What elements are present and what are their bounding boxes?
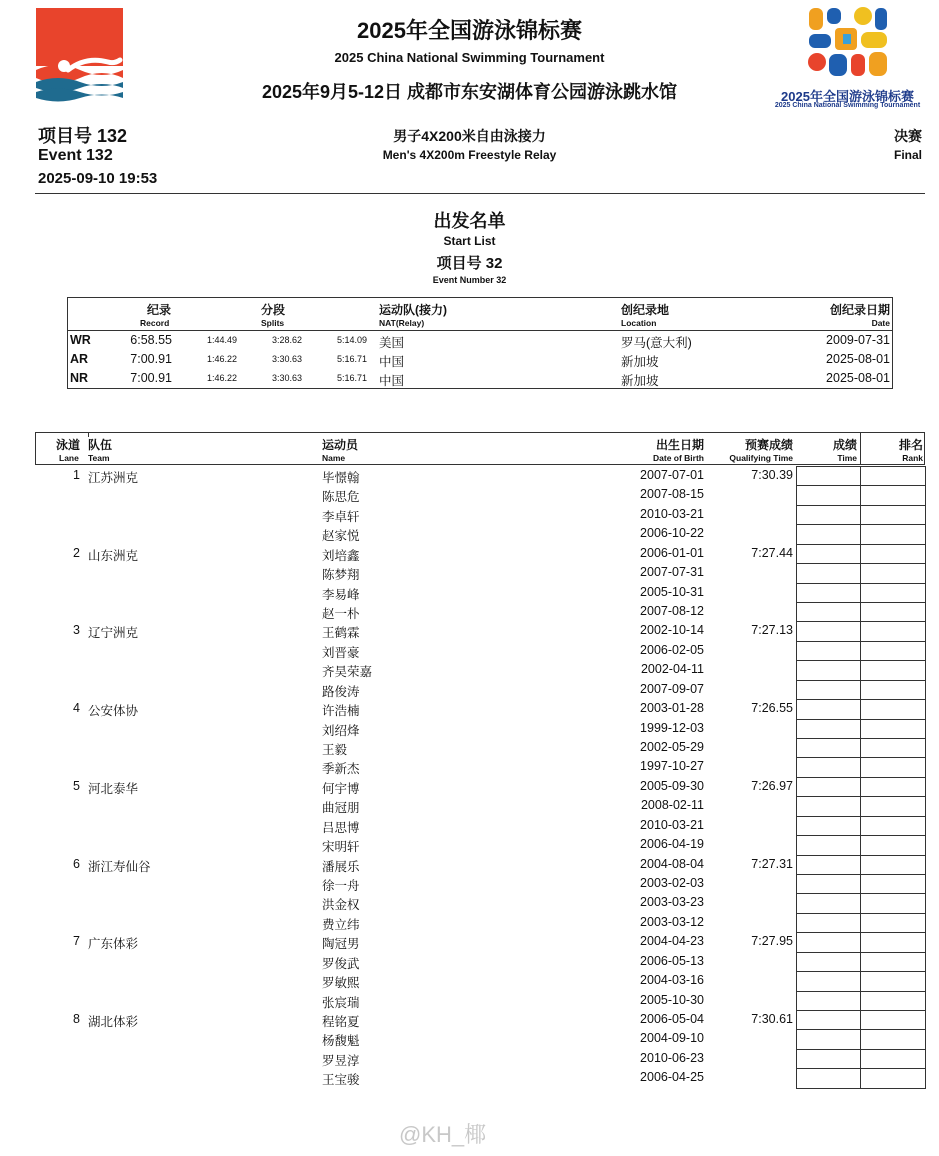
time-box (796, 1049, 861, 1069)
header-dob-en: Date of Birth (653, 453, 704, 463)
swimmer-dob: 2006-10-22 (640, 526, 704, 541)
qualifying-time: 7:30.61 (751, 1012, 793, 1027)
time-box (796, 816, 861, 836)
record-date: 2025-08-01 (826, 352, 890, 366)
lane-number: 6 (73, 856, 80, 871)
rank-box (860, 991, 926, 1011)
rank-box (860, 932, 926, 952)
rank-box (860, 505, 926, 525)
record-split-1: 1:46.22 (206, 354, 237, 364)
swimmer-dob: 2003-01-28 (640, 701, 704, 716)
rank-box (860, 719, 926, 739)
swimmer-name: 刘晋豪 (322, 645, 360, 660)
team-name: 浙江寿仙谷 (88, 859, 151, 874)
swimmer-name: 路俊涛 (322, 684, 360, 699)
rank-box (860, 699, 926, 719)
time-box (796, 719, 861, 739)
swimmer-dob: 2004-04-23 (640, 934, 704, 949)
rank-box (860, 1029, 926, 1049)
swimmer-dob: 2007-09-07 (640, 681, 704, 696)
record-split-1: 1:44.49 (206, 335, 237, 345)
swimmer-name: 李易峰 (322, 587, 360, 602)
time-box (796, 602, 861, 622)
swimmer-dob: 2003-02-03 (640, 876, 704, 891)
swimmer-name: 赵家悦 (322, 529, 360, 544)
logo-caption-en: 2025 China National Swimming Tournament (774, 102, 921, 109)
time-box (796, 757, 861, 777)
team-name: 江苏洲克 (88, 471, 139, 485)
time-box (796, 1029, 861, 1049)
time-box (796, 485, 861, 505)
record-location: 新加坡 (621, 355, 659, 369)
swimmer-dob: 2002-04-11 (640, 662, 704, 677)
qualifying-time: 7:30.39 (751, 468, 793, 482)
swimmer-name: 陈梦翔 (322, 568, 360, 583)
record-time: 7:00.91 (130, 352, 172, 366)
time-box (796, 796, 861, 816)
header-lane-en: Lane (59, 453, 79, 463)
swimmer-dob: 2008-02-11 (640, 798, 704, 813)
event-number: 项目号 132 (38, 126, 128, 146)
time-box (796, 1010, 861, 1030)
rank-box (860, 466, 926, 486)
swimmer-name: 潘展乐 (322, 859, 360, 874)
header-name: 运动员 (322, 438, 359, 452)
swimmer-name: 刘绍烽 (322, 723, 360, 738)
header-qt: 预赛成绩 (744, 438, 793, 452)
rank-box (860, 680, 926, 700)
rank-box (860, 1010, 926, 1030)
swimmer-name: 王鹤霖 (322, 626, 360, 641)
start-list-title-en: Start List (443, 234, 496, 248)
records-header-nat: 运动队(接力) (379, 303, 447, 317)
team-name: 河北泰华 (88, 781, 139, 796)
swimmer-dob: 2003-03-23 (640, 895, 704, 910)
swimmer-name: 杨馥魁 (322, 1034, 360, 1049)
swimmer-dob: 2002-05-29 (640, 740, 704, 755)
rank-box (860, 583, 926, 603)
swimmer-dob: 1999-12-03 (640, 720, 704, 735)
header-dob: 出生日期 (655, 438, 704, 452)
team-name: 湖北体彩 (88, 1015, 139, 1030)
time-box (796, 971, 861, 991)
logo-caption: 2025年全国游泳锦标赛 (781, 89, 914, 104)
swimmer-name: 王宝骏 (322, 1073, 360, 1088)
rank-box (860, 602, 926, 622)
swimmer-name: 季新杰 (322, 762, 360, 777)
swimmer-dob: 2010-06-23 (640, 1050, 704, 1065)
rank-box (860, 660, 926, 680)
lane-number: 2 (73, 545, 80, 560)
header-team: 队伍 (88, 438, 113, 452)
swimmer-name: 李卓轩 (322, 509, 360, 524)
swimmer-name: 吕思博 (322, 820, 360, 835)
record-code: NR (70, 371, 89, 385)
rank-box (860, 816, 926, 836)
header-divider (35, 193, 925, 194)
header-col-divider (860, 432, 861, 465)
record-split-2: 3:30.63 (271, 354, 302, 364)
time-box (796, 641, 861, 661)
header-qt-en: Qualifying Time (729, 453, 793, 463)
header-name-en: Name (322, 453, 346, 463)
swimmer-dob: 2003-03-12 (640, 914, 704, 929)
time-box (796, 932, 861, 952)
record-location: 新加坡 (621, 374, 659, 388)
watermark: @KH_椰 (399, 1122, 487, 1147)
record-time: 7:00.91 (130, 371, 172, 385)
swimmer-dob: 2002-10-14 (640, 623, 704, 638)
swimmer-name: 毕憬翰 (322, 471, 360, 485)
time-box (796, 466, 861, 486)
time-box (796, 777, 861, 797)
lane-number: 4 (73, 701, 80, 716)
swimmer-dob: 2004-08-04 (640, 856, 704, 871)
race-name-en: Men's 4X200m Freestyle Relay (382, 148, 557, 162)
team-name: 公安体协 (88, 704, 139, 719)
qualifying-time: 7:27.31 (751, 856, 793, 871)
rank-box (860, 1068, 926, 1088)
swimmer-dob: 2006-04-25 (640, 1070, 704, 1085)
lane-number: 8 (73, 1012, 80, 1027)
rank-box (860, 874, 926, 894)
time-box (796, 680, 861, 700)
swimmer-dob: 2007-08-12 (640, 604, 704, 618)
record-nat: 中国 (379, 355, 405, 369)
rank-box (860, 738, 926, 758)
time-box (796, 524, 861, 544)
swimmer-name: 刘培鑫 (322, 548, 360, 563)
records-header-date: 创纪录日期 (829, 303, 890, 317)
record-split-3: 5:16.71 (336, 354, 367, 364)
swimmer-dob: 2007-07-31 (640, 565, 704, 580)
records-header-splits-en: Splits (261, 318, 285, 328)
rank-box (860, 524, 926, 544)
time-box (796, 991, 861, 1011)
swimmer-name: 陈思危 (322, 490, 360, 505)
swimmer-name: 何宇博 (322, 781, 360, 796)
rank-box (860, 913, 926, 933)
swimmer-dob: 2007-08-15 (640, 487, 704, 502)
time-box (796, 874, 861, 894)
lane-number: 5 (73, 778, 80, 793)
records-header-location: 创纪录地 (621, 303, 670, 317)
venue-line: 2025年9月5-12日 成都市东安湖体育公园游泳跳水馆 (261, 82, 678, 102)
qualifying-time: 7:27.13 (751, 623, 793, 638)
rank-box (860, 893, 926, 913)
records-header-record: 纪录 (147, 303, 172, 317)
event-number-heading: 项目号 32 (436, 255, 503, 272)
time-box (796, 952, 861, 972)
time-box (796, 563, 861, 583)
time-box (796, 913, 861, 933)
record-split-2: 3:28.62 (271, 335, 302, 345)
swimmer-dob: 2010-03-21 (640, 817, 704, 832)
time-box (796, 1068, 861, 1088)
swimmer-name: 张宸瑞 (322, 995, 360, 1010)
records-header-nat-en: NAT(Relay) (379, 318, 425, 328)
race-name: 男子4X200米自由泳接力 (393, 128, 546, 144)
records-header-record-en: Record (140, 318, 170, 328)
record-split-1: 1:46.22 (206, 373, 237, 383)
header-rank-en: Rank (902, 453, 923, 463)
swimmer-name: 罗昱淳 (322, 1053, 360, 1068)
record-split-3: 5:16.71 (336, 373, 367, 383)
swimmer-name: 宋明轩 (322, 840, 360, 855)
records-header-location-en: Location (621, 318, 657, 328)
record-split-3: 5:14.09 (336, 335, 367, 345)
swimmer-dob: 2006-04-19 (640, 837, 704, 852)
rank-box (860, 621, 926, 641)
swimmer-dob: 2004-03-16 (640, 973, 704, 988)
record-nat: 中国 (379, 374, 405, 388)
swimmer-dob: 2006-05-04 (640, 1012, 704, 1027)
record-nat: 美国 (379, 336, 405, 350)
round-name-en: Final (893, 148, 922, 162)
time-box (796, 855, 861, 875)
rank-box (860, 952, 926, 972)
record-code: AR (70, 352, 89, 366)
team-name: 广东体彩 (88, 937, 139, 952)
rank-box (860, 1049, 926, 1069)
team-name: 山东洲克 (88, 548, 139, 563)
rank-box (860, 971, 926, 991)
lane-number: 1 (73, 468, 80, 482)
lane-number: 3 (73, 623, 80, 638)
team-name: 辽宁洲克 (88, 626, 139, 641)
record-date: 2009-07-31 (826, 333, 890, 347)
swimmer-dob: 2005-09-30 (640, 778, 704, 793)
qualifying-time: 7:26.55 (751, 701, 793, 716)
time-box (796, 660, 861, 680)
time-box (796, 893, 861, 913)
swimmer-name: 曲冠朋 (322, 801, 360, 816)
records-header-splits: 分段 (261, 303, 286, 317)
rank-box (860, 563, 926, 583)
record-location: 罗马(意大利) (621, 336, 692, 350)
event-datetime: 2025-09-10 19:53 (38, 170, 158, 187)
swimmer-name: 齐昊荣嘉 (322, 665, 373, 680)
swimmer-name: 许浩楠 (322, 704, 360, 719)
rank-box (860, 544, 926, 564)
header-time-en: Time (837, 453, 857, 463)
swimmer-name: 费立纬 (322, 917, 360, 932)
record-code: WR (70, 333, 91, 347)
record-time: 6:58.55 (130, 333, 172, 347)
record-split-2: 3:30.63 (271, 373, 302, 383)
tournament-title-en: 2025 China National Swimming Tournament (334, 50, 605, 65)
rank-box (860, 835, 926, 855)
header-lane: 泳道 (56, 438, 81, 452)
swimmer-name: 罗敏熙 (322, 976, 360, 991)
rank-box (860, 485, 926, 505)
swimmer-dob: 2010-03-21 (640, 506, 704, 521)
header-rank: 排名 (898, 438, 923, 452)
swimmer-dob: 2006-02-05 (640, 642, 704, 657)
rank-box (860, 757, 926, 777)
start-list-title: 出发名单 (433, 211, 506, 231)
swimmer-dob: 2006-05-13 (640, 953, 704, 968)
qualifying-time: 7:27.44 (751, 545, 793, 560)
swimmer-dob: 2004-09-10 (640, 1031, 704, 1046)
swimmer-dob: 2007-07-01 (640, 468, 704, 482)
time-box (796, 621, 861, 641)
time-box (796, 699, 861, 719)
swimmer-name: 陶冠男 (322, 937, 360, 952)
record-date: 2025-08-01 (826, 371, 890, 385)
event-number-en: Event 132 (38, 147, 113, 164)
swimmer-name: 洪金权 (322, 898, 360, 913)
time-box (796, 583, 861, 603)
rank-box (860, 777, 926, 797)
rank-box (860, 796, 926, 816)
header-team-en: Team (88, 453, 110, 463)
records-table (67, 297, 893, 389)
swimmer-name: 程铭夏 (322, 1015, 360, 1030)
swimmer-name: 罗俊武 (322, 956, 360, 971)
swimmer-dob: 2005-10-31 (640, 584, 704, 599)
tournament-title: 2025年全国游泳锦标赛 (357, 18, 582, 43)
swimmer-dob: 2005-10-30 (640, 992, 704, 1007)
time-box (796, 835, 861, 855)
swimmer-name: 王毅 (322, 743, 348, 758)
records-header-date-en: Date (871, 318, 890, 328)
qualifying-time: 7:26.97 (751, 778, 793, 793)
records-header-divider (67, 330, 893, 331)
swimmer-dob: 2006-01-01 (640, 545, 704, 560)
rank-box (860, 641, 926, 661)
lane-number: 7 (73, 934, 80, 949)
time-box (796, 544, 861, 564)
rank-box (860, 855, 926, 875)
time-box (796, 505, 861, 525)
qualifying-time: 7:27.95 (751, 934, 793, 949)
round-name: 决赛 (894, 128, 922, 144)
swimmer-dob: 1997-10-27 (640, 759, 704, 774)
header-time: 成绩 (832, 438, 857, 452)
swimmer-name: 徐一舟 (322, 879, 360, 894)
time-box (796, 738, 861, 758)
event-number-heading-en: Event Number 32 (432, 275, 507, 285)
swimmer-name: 赵一朴 (322, 607, 360, 621)
